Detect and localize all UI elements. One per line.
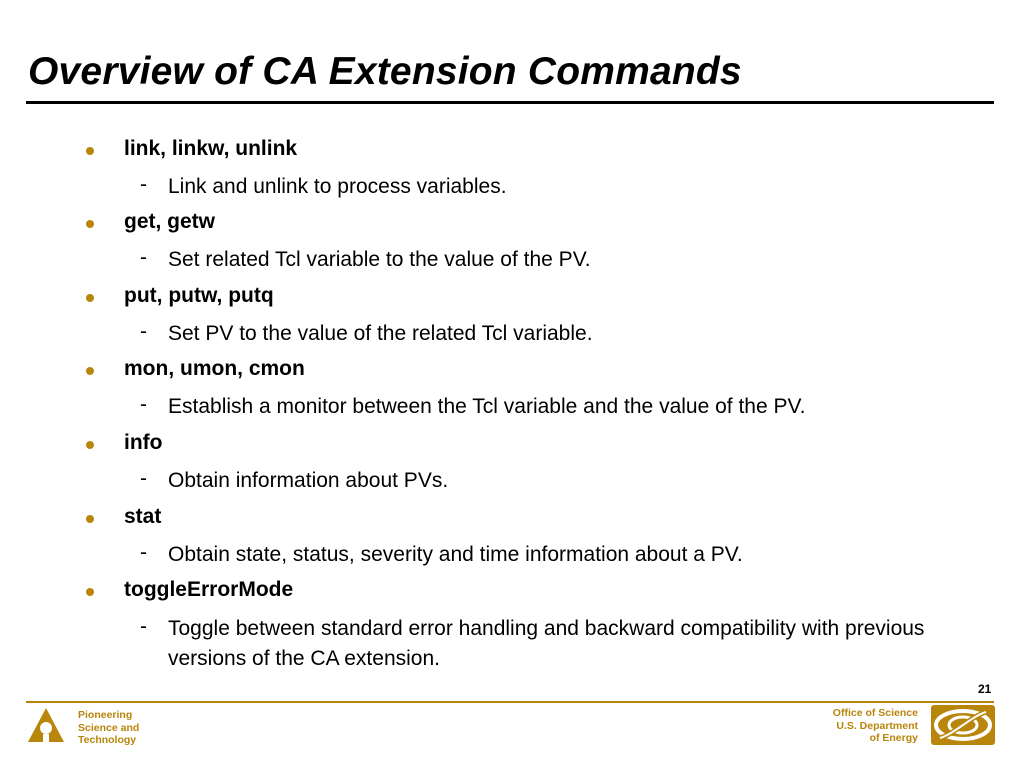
dash-icon: - (140, 615, 147, 638)
bullet-icon (86, 220, 94, 228)
bullet-icon (86, 367, 94, 375)
command-name: put, putw, putq (124, 284, 274, 307)
command-description: Obtain information about PVs. (168, 469, 449, 492)
doe-logo-icon (930, 704, 996, 746)
command-name: toggleErrorMode (124, 578, 294, 601)
page-number: 21 (978, 682, 992, 696)
command-name: mon, umon, cmon (124, 357, 305, 380)
footer-left-line: Science and (78, 721, 140, 734)
command-description: Set related Tcl variable to the value of the PV. (168, 248, 591, 271)
footer-left-text (78, 709, 139, 747)
command-name: info (124, 431, 163, 454)
footer-rule (26, 701, 994, 703)
dash-icon: - (140, 246, 147, 269)
footer-right-line: of Energy (869, 732, 918, 745)
command-description: Set PV to the value of the related Tcl variable. (168, 322, 593, 345)
footer-left-line: Technology (78, 734, 137, 747)
command-name: stat (124, 505, 162, 528)
dash-icon: - (140, 320, 147, 343)
command-name: get, getw (124, 210, 216, 233)
dash-icon: - (140, 467, 147, 490)
footer-right-text (818, 707, 918, 745)
bullet-icon (86, 147, 94, 155)
bullet-icon (86, 515, 94, 523)
slide-title: Overview of CA Extension Commands (28, 50, 742, 93)
footer-right-line: U.S. Department (836, 719, 918, 732)
dash-icon: - (140, 541, 147, 564)
title-underline (26, 101, 994, 104)
footer-right-line: Office of Science (832, 707, 918, 719)
dash-icon: - (140, 393, 147, 416)
command-description: Obtain state, status, severity and time information about a PV. (168, 543, 743, 566)
command-name: link, linkw, unlink (124, 137, 298, 160)
command-description: Establish a monitor between the Tcl variable and the value of the PV. (168, 395, 806, 418)
bullet-icon (86, 294, 94, 302)
argonne-logo-icon (26, 706, 66, 744)
dash-icon: - (140, 173, 147, 196)
command-description: Link and unlink to process variables. (168, 175, 507, 198)
bullet-icon (86, 441, 94, 449)
command-description: Toggle between standard error handling and backward compatibility with previous versions of the CA extension. (168, 617, 925, 671)
bullet-icon (86, 588, 94, 596)
footer-left-line: Pioneering (78, 709, 133, 721)
